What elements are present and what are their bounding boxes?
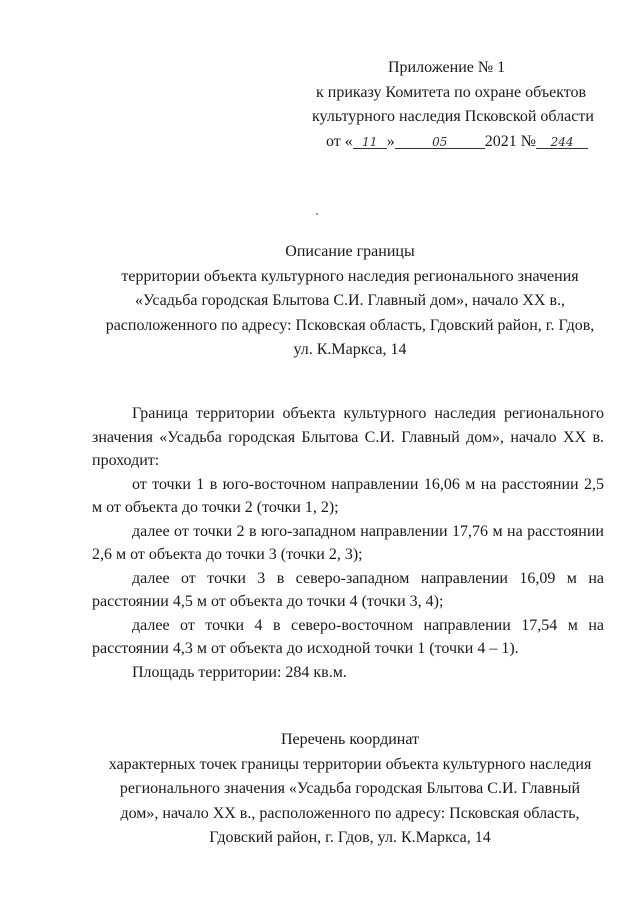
year-and-number-label: 2021 № bbox=[484, 132, 537, 150]
number-handwritten: 244 bbox=[550, 134, 574, 149]
number-field bbox=[536, 130, 588, 149]
heading-line: характерных точек границы территории объекта культурного наследия bbox=[108, 755, 592, 773]
heading-line: регионального значения «Усадьба городская Блытова С.И. Главный bbox=[119, 780, 581, 797]
heading-line: Описание границы bbox=[285, 243, 415, 260]
day-handwritten: 11 bbox=[362, 134, 378, 149]
coordinates-list-heading bbox=[70, 728, 630, 851]
segment-paragraph: далее от точки 2 в юго-западном направлении 17,76 м на расстоянии 2,6 м от объекта до точки 3 (точки 2, 3); bbox=[92, 522, 604, 563]
annex-title: Приложение № 1 bbox=[388, 59, 506, 76]
scan-speck bbox=[316, 213, 318, 215]
segment-paragraph: далее от точки 4 в северо-восточном направлении 17,54 м на расстоянии 4,3 м от объекта до исходной точки 1 (точки 4 – 1). bbox=[92, 616, 604, 657]
heading-line: Перечень координат bbox=[280, 731, 420, 748]
heading-line: расположенного по адресу: Псковская область, Гдовский район, г. Гдов, bbox=[105, 316, 595, 334]
heading-line: дом», начало XX в., расположенного по адресу: Псковская область, bbox=[120, 804, 580, 822]
segment-paragraph: от точки 1 в юго-восточном направлении 16,06 м на расстоянии 2,5 м от объекта до точки 2 (точки 1, 2); bbox=[92, 475, 604, 516]
heading-line: территории объекта культурного наследия регионального значения bbox=[121, 267, 579, 285]
heading-line: «Усадьба городская Блытова С.И. Главный дом», начало XX в., bbox=[134, 292, 566, 309]
month-handwritten: 05 bbox=[432, 134, 448, 149]
annex-order-line: к приказу Комитета по охране объектов bbox=[316, 83, 587, 101]
area-paragraph: Площадь территории: 284 кв.м. bbox=[132, 663, 347, 681]
day-field bbox=[353, 130, 387, 149]
intro-paragraph: Граница территории объекта культурного наследия регионального значения «Усадьба городская Блытова С.И. Главный дом», начало XX в. проходит: bbox=[92, 405, 604, 469]
heading-line: Гдовский район, г. Гдов, ул. К.Маркса, 14 bbox=[209, 829, 491, 846]
annex-date-line bbox=[300, 130, 610, 155]
segment-paragraph: далее от точки 3 в северо-западном направлении 16,09 м на расстоянии 4,5 м от объекта до точки 4 (точки 3, 4); bbox=[92, 569, 604, 610]
month-field bbox=[395, 130, 485, 149]
boundary-description-body bbox=[92, 402, 604, 684]
date-mid-quote: » bbox=[386, 132, 395, 150]
heading-line: ул. К.Маркса, 14 bbox=[293, 341, 407, 358]
boundary-description-heading bbox=[70, 240, 630, 363]
annex-header bbox=[300, 56, 610, 154]
annex-committee-line: культурного наследия Псковской области bbox=[312, 108, 594, 125]
date-prefix: от « bbox=[326, 132, 353, 150]
